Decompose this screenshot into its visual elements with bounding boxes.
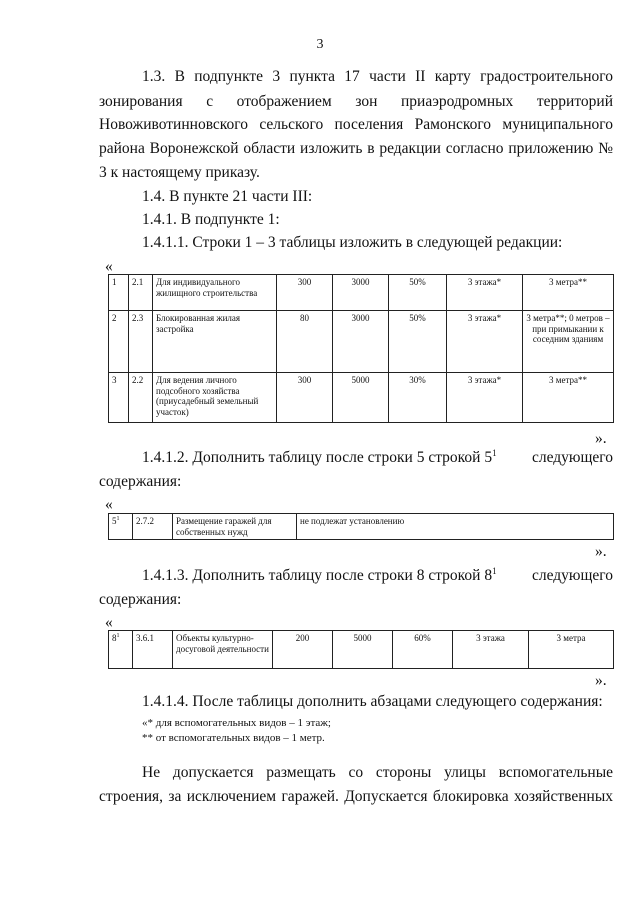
final-para-line-2: строения, за исключением гаражей. Допускается блокировка хозяйственных bbox=[99, 788, 613, 805]
table-row-8-1 bbox=[108, 630, 614, 669]
para-1-4-1-3-text: 1.4.1.3. Дополнить таблицу после строки 8 строкой 8 bbox=[142, 567, 493, 584]
row-code: 3.6.1 bbox=[133, 631, 173, 669]
para-1-4-1-3-line-1 bbox=[142, 565, 613, 587]
para-1-4-1-2-line-1 bbox=[142, 447, 613, 469]
para-1-3-line-1: 1.3. В подпункте 3 пункта 17 части II карту градостроительного bbox=[142, 68, 613, 85]
para-1-3-line-4: района Воронежской области изложить в редакции согласно приложению № bbox=[99, 140, 613, 157]
row-floors: 3 этажа* bbox=[447, 275, 523, 311]
superscript: 1 bbox=[492, 565, 497, 576]
row-max-area: 3000 bbox=[333, 275, 389, 311]
row-distance: 3 метра** bbox=[523, 275, 614, 311]
row-value: не подлежат установлению bbox=[297, 514, 614, 540]
row-min-area: 300 bbox=[277, 373, 333, 423]
row-number bbox=[109, 631, 133, 669]
table-row bbox=[109, 373, 614, 423]
row-name: Для ведения личного подсобного хозяйства (приусадебный земельный участок) bbox=[153, 373, 277, 423]
row-number-value: 5 bbox=[112, 516, 117, 526]
row-code: 2.2 bbox=[129, 373, 153, 423]
row-distance: 3 метра bbox=[529, 631, 614, 669]
table-row bbox=[109, 514, 614, 540]
superscript: 1 bbox=[492, 447, 497, 458]
row-distance: 3 метра** bbox=[523, 373, 614, 423]
row-percent: 30% bbox=[389, 373, 447, 423]
para-1-3-line-2: зонирования с отображением зон приаэродромных территорий bbox=[99, 93, 613, 110]
para-1-4-1: 1.4.1. В подпункте 1: bbox=[142, 211, 280, 228]
row-name: Для индивидуального жилищного строительства bbox=[153, 275, 277, 311]
table2-close-quote: ». bbox=[595, 543, 607, 560]
row-max-area: 5000 bbox=[333, 373, 389, 423]
para-1-4: 1.4. В пункте 21 части III: bbox=[142, 188, 313, 205]
para-1-4-1-2-text: 1.4.1.2. Дополнить таблицу после строки 5 строкой 5 bbox=[142, 449, 493, 466]
row-floors: 3 этажа bbox=[453, 631, 529, 669]
final-para-line-1: Не допускается размещать со стороны улицы вспомогательные bbox=[142, 764, 613, 781]
row-number: 1 bbox=[109, 275, 129, 311]
row-max-area: 3000 bbox=[333, 311, 389, 373]
table-row-5-1 bbox=[108, 513, 614, 540]
table-rows-1-3 bbox=[108, 274, 614, 423]
row-number bbox=[109, 514, 133, 540]
row-min-area: 200 bbox=[273, 631, 333, 669]
row-floors: 3 этажа* bbox=[447, 373, 523, 423]
para-1-4-1-3-tail: следующего bbox=[531, 567, 613, 584]
row-name: Блокированная жилая застройка bbox=[153, 311, 277, 373]
table-row bbox=[109, 311, 614, 373]
table3-close-quote: ». bbox=[595, 672, 607, 689]
row-number-value: 8 bbox=[112, 633, 117, 643]
para-1-3-line-3: Новоживотинновского сельского поселения Рамонского муниципального bbox=[99, 116, 613, 133]
row-floors: 3 этажа* bbox=[447, 311, 523, 373]
para-1-3-line-5: 3 к настоящему приказу. bbox=[99, 164, 260, 181]
superscript: 1 bbox=[116, 516, 120, 522]
row-min-area: 80 bbox=[277, 311, 333, 373]
row-percent: 50% bbox=[389, 311, 447, 373]
para-1-4-1-3-line-2: содержания: bbox=[99, 591, 182, 608]
table2-open-quote: « bbox=[105, 496, 113, 513]
row-code: 2.3 bbox=[129, 311, 153, 373]
table1-open-quote: « bbox=[105, 258, 113, 275]
row-number: 2 bbox=[109, 311, 129, 373]
footnote-1: «* для вспомогательных видов – 1 этаж; bbox=[142, 717, 331, 729]
row-percent: 60% bbox=[393, 631, 453, 669]
table-row bbox=[109, 275, 614, 311]
row-name: Объекты культурно-досуговой деятельности bbox=[173, 631, 273, 669]
para-1-4-1-4: 1.4.1.4. После таблицы дополнить абзацами следующего содержания: bbox=[142, 693, 603, 710]
para-1-4-1-2-line-2: содержания: bbox=[99, 473, 182, 490]
superscript: 1 bbox=[116, 633, 120, 639]
table-row bbox=[109, 631, 614, 669]
row-code: 2.7.2 bbox=[133, 514, 173, 540]
row-number: 3 bbox=[109, 373, 129, 423]
para-1-4-1-1: 1.4.1.1. Строки 1 – 3 таблицы изложить в следующей редакции: bbox=[142, 234, 563, 251]
footnote-2: ** от вспомогательных видов – 1 метр. bbox=[142, 732, 325, 744]
table1-close-quote: ». bbox=[595, 430, 607, 447]
para-1-4-1-2-tail: следующего bbox=[531, 449, 613, 466]
row-distance: 3 метра**; 0 метров – при примыкании к соседним зданиям bbox=[523, 311, 614, 373]
page-number: 3 bbox=[316, 37, 324, 52]
row-code: 2.1 bbox=[129, 275, 153, 311]
row-max-area: 5000 bbox=[333, 631, 393, 669]
row-name: Размещение гаражей для собственных нужд bbox=[173, 514, 297, 540]
table3-open-quote: « bbox=[105, 614, 113, 631]
row-min-area: 300 bbox=[277, 275, 333, 311]
row-percent: 50% bbox=[389, 275, 447, 311]
